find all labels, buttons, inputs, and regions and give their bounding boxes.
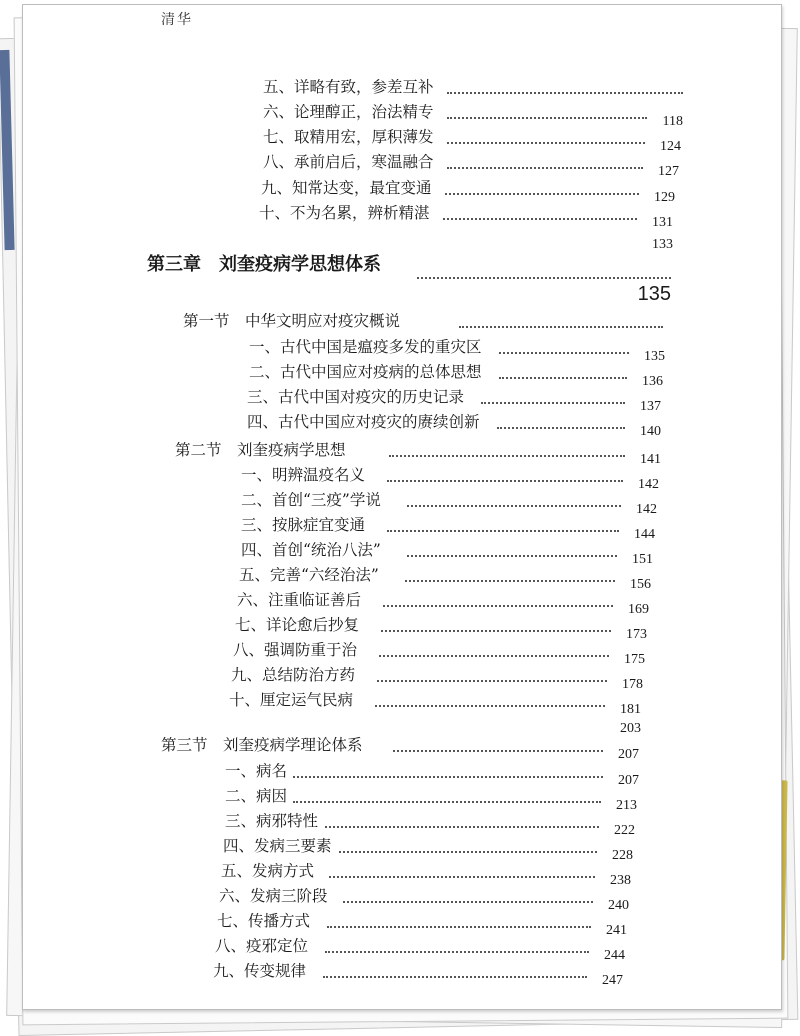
toc-entry [217, 911, 627, 939]
section-title: 第二节 刘奎疫病学思想 [175, 441, 346, 459]
toc-page-number: 213 [616, 798, 637, 813]
leader-dots [481, 402, 625, 404]
toc-entry [219, 886, 629, 914]
toc-entry-label: 六、论理醇正，治法精专 [263, 103, 434, 121]
toc-page-number: 141 [640, 452, 661, 467]
toc-page-number: 124 [660, 139, 681, 154]
toc-entry [225, 761, 639, 789]
toc-entry-label: 十、不为名累，辨析精湛 [259, 204, 430, 222]
section-title: 第一节 中华文明应对疫灾概说 [183, 312, 401, 330]
toc-entry [241, 540, 653, 568]
leader-dots [375, 705, 605, 707]
toc-entry-label: 七、详论愈后抄复 [235, 616, 360, 634]
toc-entry [233, 640, 645, 668]
leader-dots [393, 750, 603, 752]
toc-page-number: 241 [606, 923, 627, 938]
toc-entry [249, 362, 663, 390]
toc-page-number: 144 [634, 527, 655, 542]
toc-entry-label: 十、厘定运气民病 [229, 691, 354, 709]
toc-page-number: 140 [640, 424, 661, 439]
toc-page-number: 129 [654, 190, 675, 205]
toc-page [22, 4, 782, 1010]
leader-dots [499, 377, 627, 379]
leader-dots [459, 326, 663, 328]
section-heading [183, 311, 663, 339]
toc-entry [213, 961, 623, 989]
leader-dots [327, 926, 591, 928]
toc-page-number: 169 [628, 602, 649, 617]
toc-page-number: 222 [614, 823, 635, 838]
toc-page-number: 131 [652, 215, 673, 230]
leader-dots [447, 117, 647, 119]
leader-dots [407, 555, 617, 557]
toc-entry [239, 565, 651, 593]
leader-dots [323, 976, 587, 978]
toc-entry-label: 六、发病三阶段 [219, 887, 328, 905]
leader-dots [325, 826, 599, 828]
toc-entry-label: 一、病名 [225, 762, 288, 780]
toc-page-number: 238 [610, 873, 631, 888]
toc-entry [221, 861, 631, 889]
toc-entry-label: 二、首创“三疫”学说 [241, 491, 381, 509]
toc-page-number: 207 [618, 773, 639, 788]
toc-entry-label: 八、承前启后，寒温融合 [263, 153, 434, 171]
leader-dots [325, 951, 589, 953]
leader-dots [407, 505, 621, 507]
toc-entry-label: 五、发病方式 [221, 862, 315, 880]
leader-dots [445, 193, 639, 195]
toc-page-number: 133 [652, 237, 673, 252]
section-title: 第三节 刘奎疫病学理论体系 [161, 736, 363, 754]
toc-entry-label: 三、古代中国对疫灾的历史记录 [247, 388, 465, 406]
toc-entry-label: 三、病邪特性 [225, 812, 319, 830]
toc-page-number: 228 [612, 848, 633, 863]
leader-dots [387, 530, 619, 532]
toc-entry-label: 七、取精用宏，厚积薄发 [263, 128, 434, 146]
leader-dots [381, 630, 611, 632]
leader-dots [329, 876, 595, 878]
toc-page-number: 247 [602, 973, 623, 988]
header-mark: 清华 [161, 12, 193, 28]
chapter-title: 第三章 刘奎疫病学思想体系 [147, 254, 381, 275]
toc-entry-label: 九、传变规律 [213, 962, 307, 980]
toc-page-number: 127 [658, 164, 679, 179]
toc-entry-label: 九、总结防治方药 [231, 666, 356, 684]
section-heading [175, 440, 661, 468]
toc-page-number: 142 [638, 477, 659, 492]
toc-entry [241, 490, 657, 518]
chapter-page-number: 135 [637, 283, 671, 305]
toc-page-number: 137 [640, 399, 661, 414]
toc-page-number: 135 [644, 349, 665, 364]
toc-entry-label: 二、病因 [225, 787, 288, 805]
leader-dots [339, 851, 597, 853]
toc-entry-label: 六、注重临证善后 [237, 591, 362, 609]
toc-page-number: 142 [636, 502, 657, 517]
toc-entry [261, 178, 675, 206]
leader-dots [443, 218, 637, 220]
toc-entry [263, 102, 683, 130]
leader-dots [383, 605, 613, 607]
toc-entry [241, 465, 659, 493]
toc-entry [249, 337, 665, 365]
leader-dots [405, 580, 615, 582]
toc-entry [263, 127, 681, 155]
leader-dots [343, 901, 593, 903]
toc-entry-label: 九、知常达变，最宜变通 [261, 179, 432, 197]
toc-page-number: 136 [642, 374, 663, 389]
toc-entry [223, 836, 633, 864]
toc-entry-label: 五、详略有致，参差互补 [263, 78, 434, 96]
toc-entry [241, 515, 655, 543]
toc-entry-label: 一、明辨温疫名义 [241, 466, 366, 484]
toc-page-number: 181 [620, 702, 641, 717]
toc-entry-page-only [229, 709, 641, 737]
toc-entry-label: 三、按脉症宜变通 [241, 516, 366, 534]
leader-dots [447, 167, 643, 169]
leader-dots [499, 352, 629, 354]
leader-dots [293, 776, 603, 778]
toc-entry-label: 五、完善“六经治法” [239, 566, 379, 584]
toc-page-number: 240 [608, 898, 629, 913]
leader-dots [387, 480, 623, 482]
toc-entry [231, 665, 643, 693]
toc-page-number: 118 [662, 114, 683, 129]
toc-entry [263, 77, 683, 105]
toc-page-number: 173 [626, 627, 647, 642]
leader-dots [293, 801, 601, 803]
toc-entry [215, 936, 625, 964]
leader-dots [447, 142, 645, 144]
toc-entry-page-only [259, 225, 673, 253]
leader-dots [377, 680, 607, 682]
toc-entry-label: 四、首创“统治八法” [241, 541, 381, 559]
leader-dots [497, 427, 625, 429]
toc-page-number: 203 [620, 721, 641, 736]
toc-entry [247, 412, 661, 440]
toc-entry-label: 八、强调防重于治 [233, 641, 358, 659]
toc-entry [235, 615, 647, 643]
leader-dots [447, 92, 683, 94]
toc-entry [237, 590, 649, 618]
toc-page-number: 156 [630, 577, 651, 592]
toc-entry-label: 八、疫邪定位 [215, 937, 309, 955]
toc-page-number: 244 [604, 948, 625, 963]
leader-dots [379, 655, 609, 657]
toc-page-number: 151 [632, 552, 653, 567]
toc-entry [263, 152, 679, 180]
section-heading [161, 735, 639, 763]
chapter-heading [147, 255, 671, 311]
toc-page-number: 175 [624, 652, 645, 667]
toc-entry-label: 一、古代中国是瘟疫多发的重灾区 [249, 338, 482, 356]
leader-dots [417, 277, 671, 279]
toc-entry-label: 二、古代中国应对疫病的总体思想 [249, 363, 482, 381]
toc-entry [247, 387, 661, 415]
toc-entry-label: 四、古代中国应对疫灾的赓续创新 [247, 413, 480, 431]
leader-dots [389, 455, 625, 457]
toc-entry-label: 七、传播方式 [217, 912, 311, 930]
toc-entry [225, 786, 637, 814]
toc-page-number: 178 [622, 677, 643, 692]
toc-entry-label: 四、发病三要素 [223, 837, 332, 855]
toc-page-number: 207 [618, 747, 639, 762]
toc-entry [225, 811, 635, 839]
